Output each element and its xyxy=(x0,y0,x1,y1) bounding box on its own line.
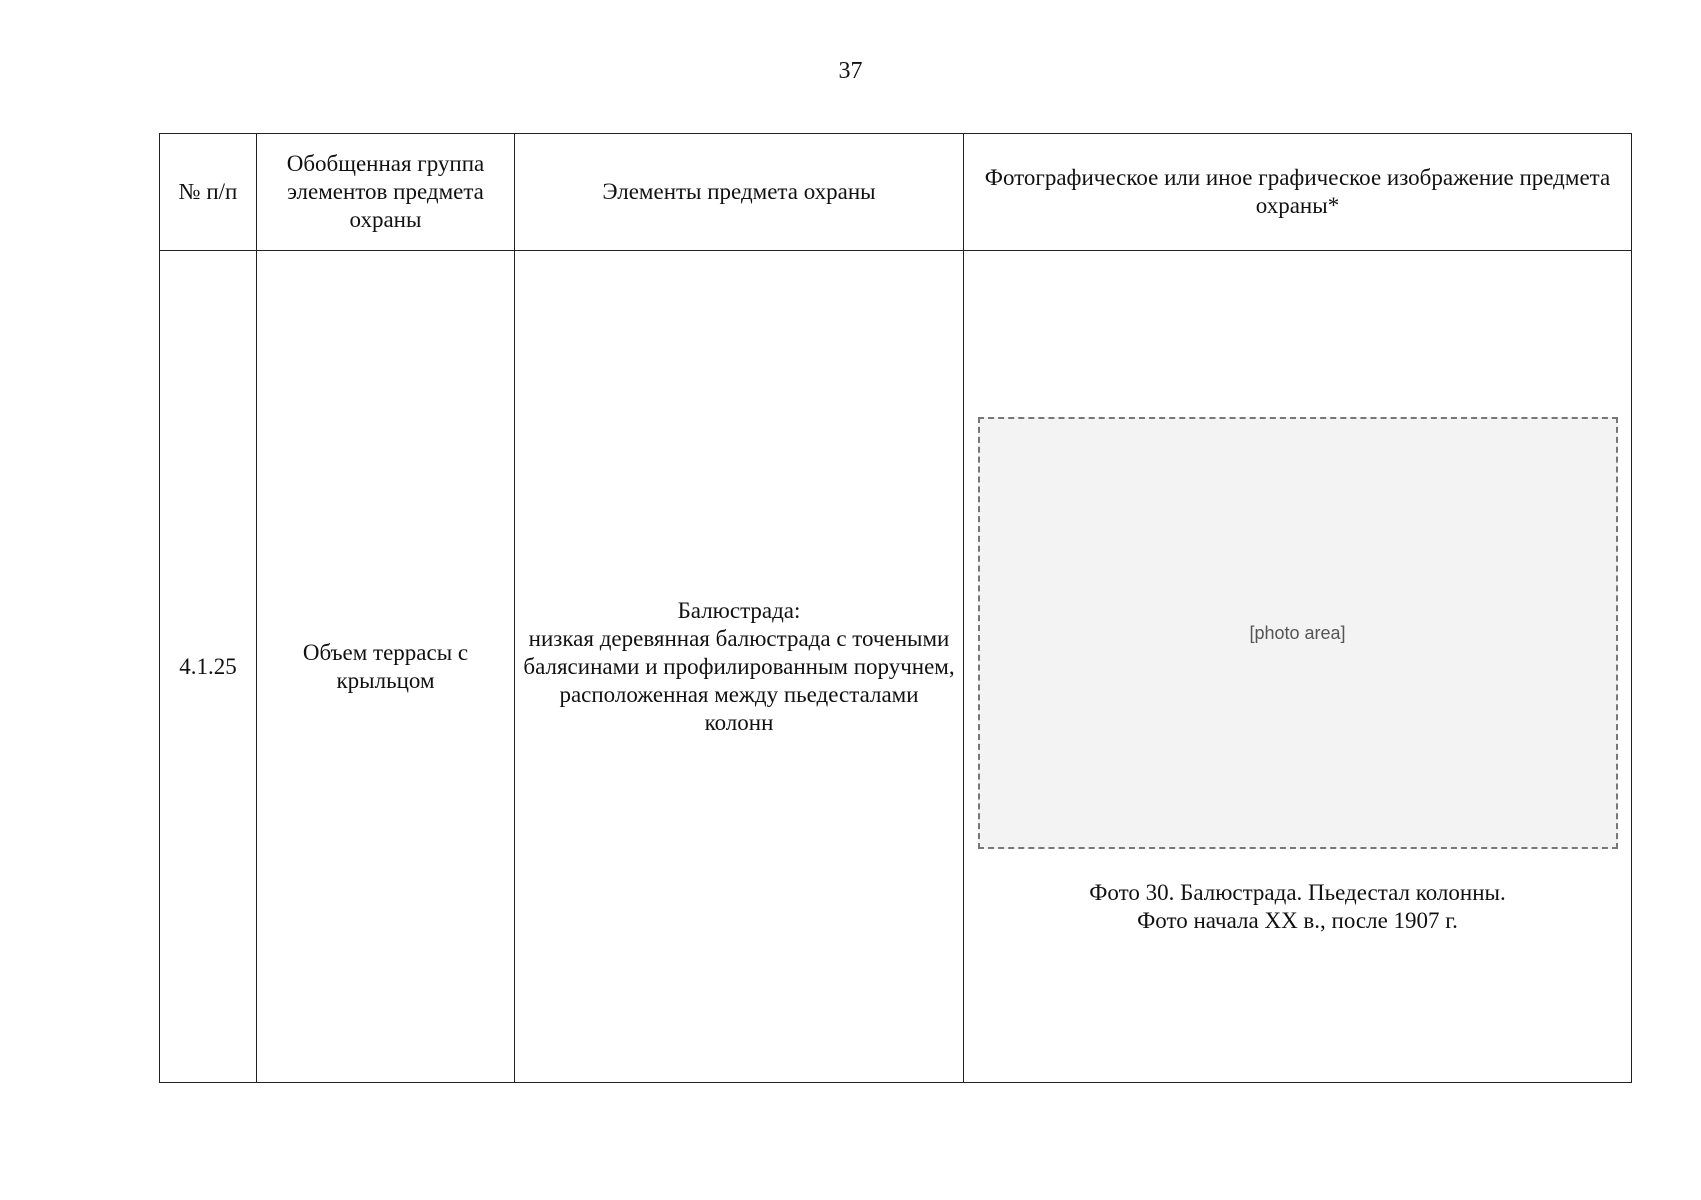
table-header-row xyxy=(160,134,1632,251)
header-image: Фотографическое или иное графическое изображение предмета охраны* xyxy=(964,134,1632,251)
header-number: № п/п xyxy=(160,134,257,251)
photo-caption xyxy=(1089,879,1505,935)
caption-line-1: Фото 30. Балюстрада. Пьедестал колонны. xyxy=(1089,879,1506,905)
header-group: Обобщенная группа элементов предмета охраны xyxy=(257,134,515,251)
caption-line-2: Фото начала XX в., после 1907 г. xyxy=(1137,907,1458,933)
photo-placeholder: [photo area] xyxy=(978,417,1618,849)
cell-elements xyxy=(515,251,964,1083)
table-row xyxy=(160,251,1632,1083)
page-number: 37 xyxy=(838,58,863,84)
cell-group: Объем террасы с крыльцом xyxy=(257,251,515,1083)
cell-image xyxy=(964,251,1632,1083)
elements-title: Балюстрада: xyxy=(677,597,801,623)
header-elements: Элементы предмета охраны xyxy=(515,134,964,251)
elements-text: низкая деревянная балюстрада с точеными балясинами и профилированным поручнем, расположенная между пьедесталами колонн xyxy=(523,625,955,735)
cell-number: 4.1.25 xyxy=(160,251,257,1083)
protection-items-table xyxy=(159,133,1632,1083)
